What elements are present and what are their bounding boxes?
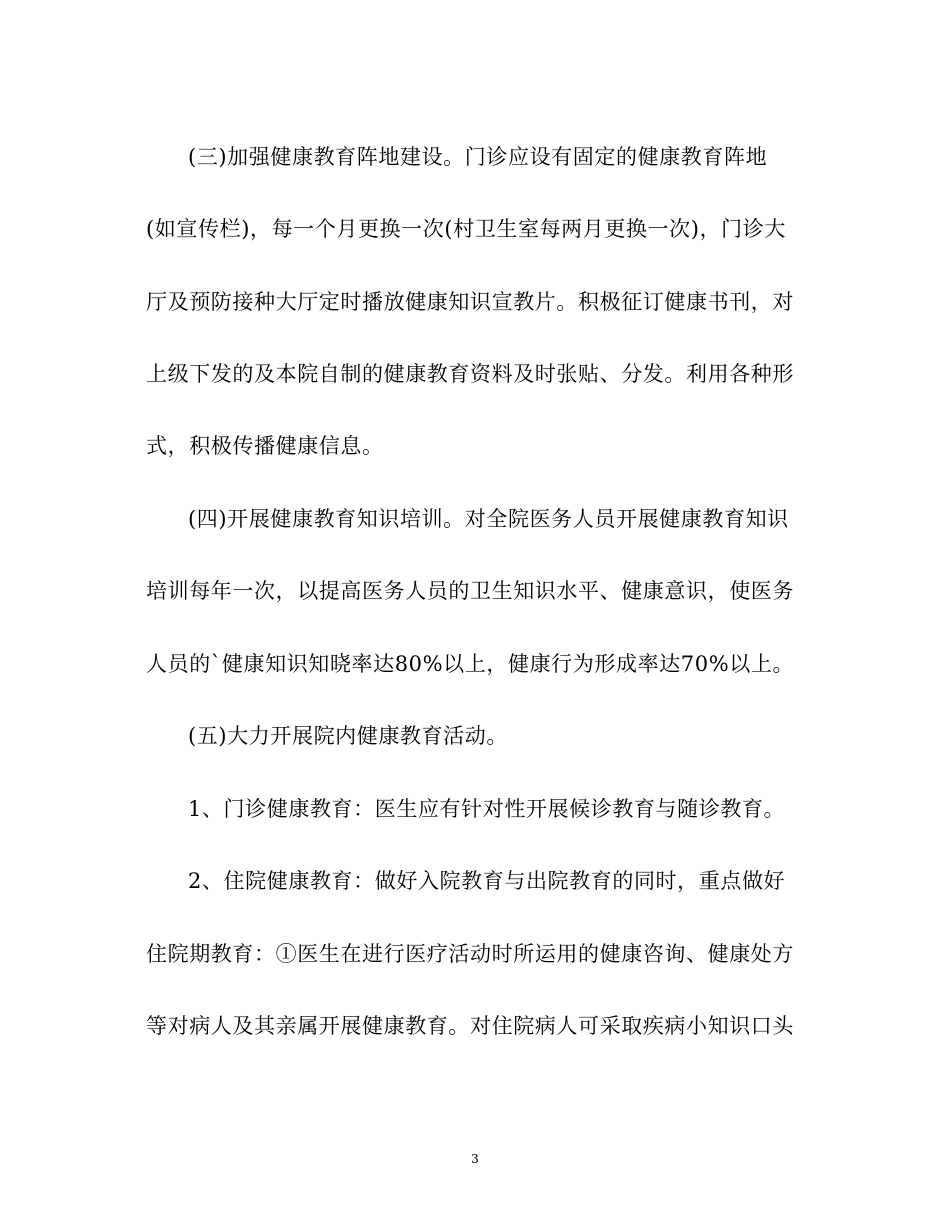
text-line: 上级下发的及本院自制的健康教育资料及时张贴、分发。利用各种形 (146, 362, 794, 386)
text-line: 人员的`健康知识知晓率达80%以上，健康行为形成率达70%以上。 (146, 652, 795, 676)
text-line: 住院期教育：①医生在进行医疗活动时所运用的健康咨询、健康处方 (146, 942, 794, 966)
page-number: 3 (471, 1152, 479, 1166)
text-line: (五)大力开展院内健康教育活动。 (188, 724, 508, 748)
text-line: (如宣传栏)，每一个月更换一次(村卫生室每两月更换一次)，门诊大 (146, 217, 786, 241)
text-line: 培训每年一次，以提高医务人员的卫生知识水平、健康意识，使医务 (146, 579, 794, 603)
text-line: 厅及预防接种大厅定时播放健康知识宣教片。积极征订健康书刊，对 (146, 290, 794, 314)
text-line: 式，积极传播健康信息。 (146, 434, 384, 458)
text-line: 1、门诊健康教育：医生应有针对性开展候诊教育与随诊教育。 (188, 797, 786, 821)
text-line: (三)加强健康教育阵地建设。门诊应设有固定的健康教育阵地 (188, 145, 768, 169)
text-line: 等对病人及其亲属开展健康教育。对住院病人可采取疾病小知识口头 (146, 1014, 794, 1038)
text-line: 2、住院健康教育：做好入院教育与出院教育的同时，重点做好 (188, 869, 786, 893)
text-line: (四)开展健康教育知识培训。对全院医务人员开展健康教育知识 (188, 507, 789, 531)
